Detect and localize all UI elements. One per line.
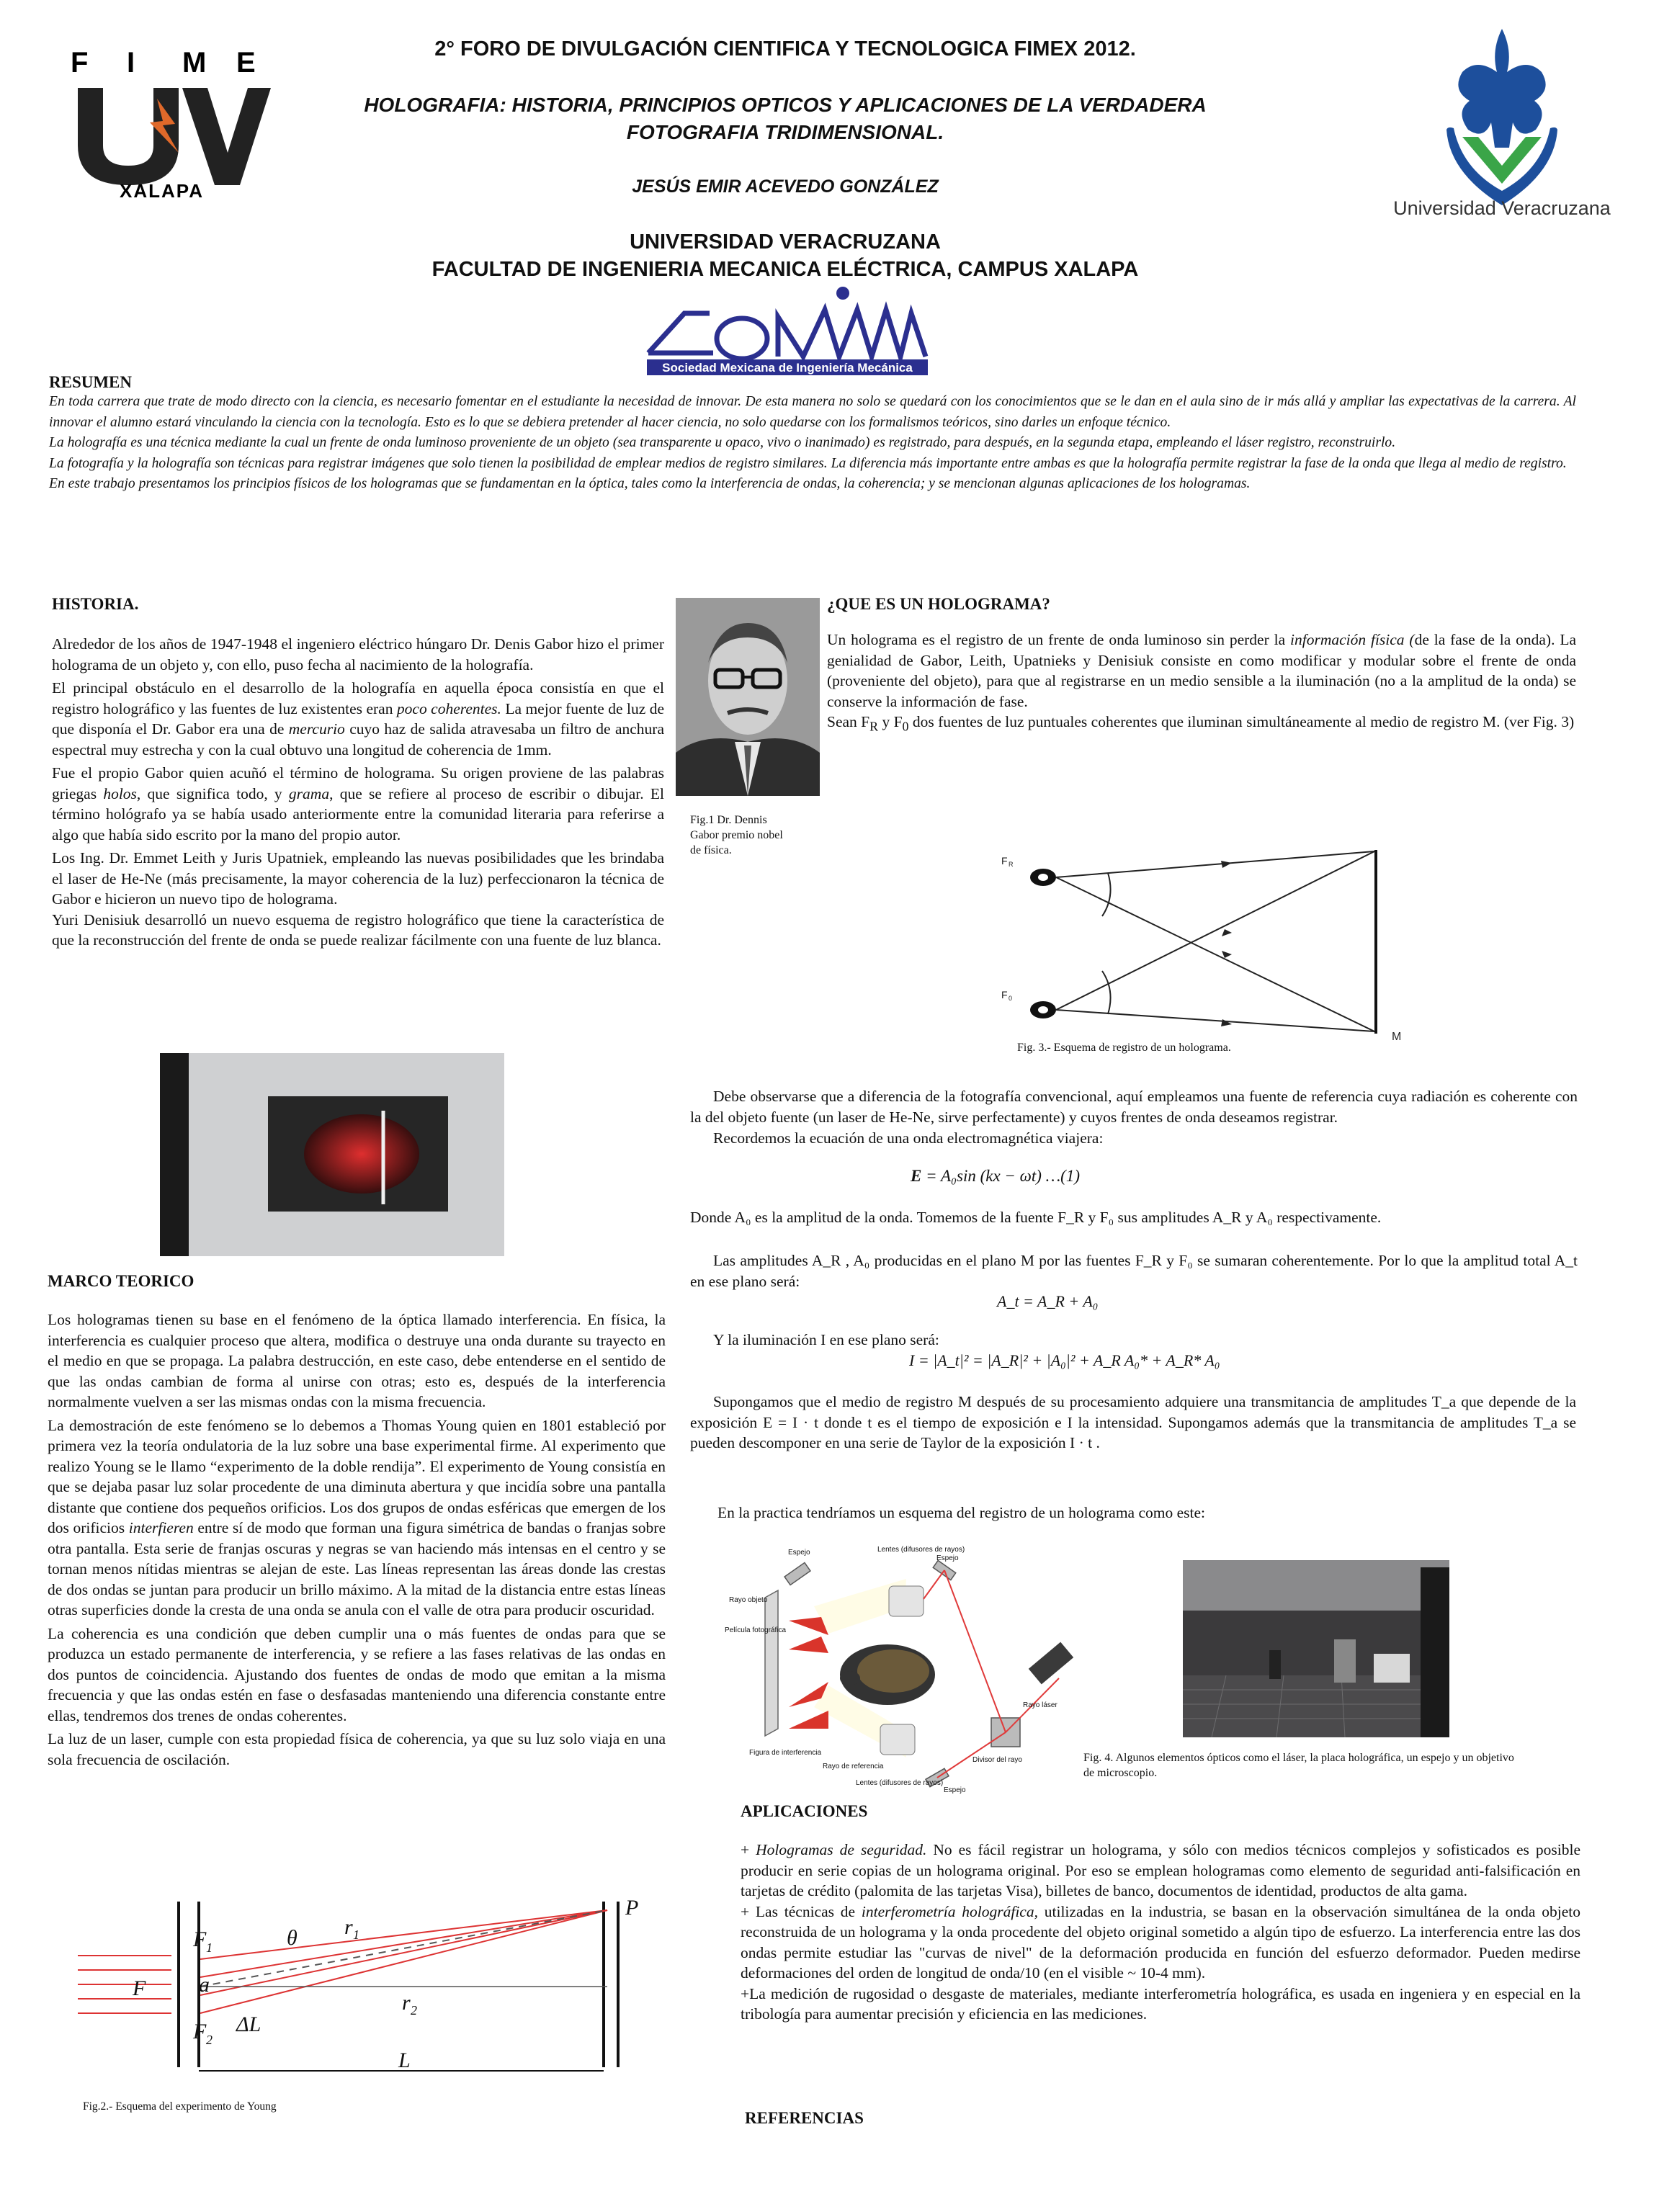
setup-label-lentes-2: Lentes (difusores de rayos): [856, 1779, 944, 1787]
historia-p5: Yuri Denisiuk desarrolló un nuevo esquema de registro holográfico que tiene la característica de que la reconstrucción del frente de onda se puede realizar fácilmente con una fuente de luz blanca.: [52, 910, 664, 949]
historia-p1: Alrededor de los años de 1947-1948 el ingeniero eléctrico húngaro Dr. Denis Gabor hizo el primer holograma de un objeto y, con ello, puso fecha al nacimiento de la holografía.: [52, 635, 664, 673]
setup-label-rayo-ref: Rayo de referencia: [823, 1763, 884, 1770]
historia-p3: Fue el propio Gabor quien acuñó el término de holograma. Su origen proviene de las palabras griegas holos, que significa todo, y grama, que se refiere al proceso de escribir o dibujar. El término hológrafo ya se había usado anteriormente entre la comunidad literaria para referirse a algo que había sido escrito por la mano del propio autor.: [52, 764, 664, 843]
marco-title: MARCO TEORICO: [48, 1272, 194, 1290]
setup-label-espejo-3: Espejo: [944, 1786, 966, 1794]
teoria-p4: Las amplitudes A_R , A₀ producidas en el plano M por las fuentes F_R y F₀ se sumaran coherentemente. Por lo que la amplitud total A_t en ese plano será:: [690, 1252, 1578, 1290]
hologram-photo: [160, 1053, 504, 1256]
setup-label-pelicula: Película fotográfica: [725, 1626, 787, 1634]
fig3-label-f0: F: [1001, 989, 1008, 1000]
fig3-label-fr: F: [1001, 855, 1008, 867]
marco-p4: La luz de un laser, cumple con esta propiedad física de coherencia, ya que su luz solo viaja en una sola frecuencia de oscilación.: [48, 1730, 666, 1768]
young-diagram: [71, 1887, 647, 2085]
teoria-p2: Recordemos la ecuación de una onda electromagnética viajera:: [713, 1129, 1104, 1147]
equation-2: A_t = A_R + A₀: [997, 1292, 1099, 1310]
fig1-caption: Fig.1 Dr. Dennis Gabor premio nobel de física.: [690, 814, 783, 856]
somim-text: Sociedad Mexicana de Ingeniería Mecánica: [662, 361, 913, 375]
teoria-p6: Supongamos que el medio de registro M después de su procesamiento adquiere una transmitancia de amplitudes T_a que depende de la exposición E = I · t donde t es el tiempo de exposición e I la intensidad. Supongamos además que la transmitancia de amplitudes T_a se pueden descomponer en una serie de Taylor de la exposición I · t .: [690, 1393, 1576, 1451]
equation-1: E = A₀sin (kx − ωt) …(1): [911, 1167, 1080, 1185]
setup-label-divisor: Divisor del rayo: [972, 1756, 1022, 1764]
equation-3: I = |A_t|² = |A_R|² + |A₀|² + A_R A₀* + A_R* A₀: [909, 1351, 1220, 1369]
fime-city: XALAPA: [120, 180, 204, 200]
historia-p4: Los Ing. Dr. Emmet Leith y Juris Upatniek, empleando las nuevas posibilidades que les brindaba el laser de He-Ne (más precisamente, la mayor coherencia de la luz) perfeccionaron la técnica de Gabor e hicieron un nuevo tipo de holograma.: [52, 849, 664, 908]
fig3-caption: Fig. 3.- Esquema de registro de un holograma.: [1017, 1042, 1231, 1054]
referencias-title: REFERENCIAS: [745, 2109, 864, 2127]
young-label-r1: r: [344, 1915, 353, 1939]
aplicaciones-section: [741, 1802, 1580, 2025]
resumen-section: [49, 373, 1576, 495]
forum-title: 2° FORO DE DIVULGACIÓN CIENTIFICA Y TECNOLOGICA FIMEX 2012.: [434, 37, 1136, 61]
young-label-r2: r: [402, 1991, 411, 2015]
marco-p3: La coherencia es una condición que deben cumplir una o más fuentes de ondas para que se produzca un estado permanente de interferencia, y se refiere a las fases relativas de las ondas en dos puntos de coincidencia. Ajustando dos fuentes de ondas de modo que emitan a la misma frecuencia y que las ondas estén en fase o desfasadas manteniendo una diferencia constante entre ellas, tendremos dos trenes de ondas coherentes.: [48, 1624, 666, 1724]
fig2-caption: Fig.2.- Esquema del experimento de Young: [83, 2100, 277, 2113]
marco-section: [48, 1272, 666, 1770]
historia-p2: El principal obstáculo en el desarrollo de la holografía en aquella época consistía en que el registro holográfico y las fuentes de luz existentes eran poco coherentes. La mejor fuente de luz de que disponía el Dr. Gabor era una de mercurio cuyo haz de salida atravesaba un filtro de anchura espectral muy estrecha y con la cual obtuvo una longitud de coherencia de 1mm.: [52, 679, 664, 758]
fime-letter-m: M: [182, 47, 207, 79]
resumen-p2: La holografía es una técnica mediante la cual un frente de onda luminoso proveniente de un objeto (sea transparente u opaco, vivo o inanimado) es registrado, para después, en la segunda etapa, empleando el láser registro, reconstruirlo.: [49, 435, 1396, 450]
setup-label-rayo-objeto: Rayo objeto: [729, 1596, 768, 1604]
somim-logo: [641, 285, 936, 378]
setup-label-lentes-1: Lentes (difusores de rayos): [877, 1546, 965, 1554]
young-label-f1: F: [193, 1927, 207, 1951]
holograma-section: [827, 595, 1576, 737]
fime-letter-f: F: [71, 47, 89, 79]
author: JESÚS EMIR ACEVEDO GONZÁLEZ: [632, 176, 939, 197]
teoria-p1: Debe observarse que a diferencia de la fotografía convencional, aquí empleamos una fuente de referencia cuya radiación es coherente con la del objeto fuente (un laser de He-Ne, sirve perfectamente) y cuyos frentes de onda deseamos registrar.: [690, 1088, 1578, 1126]
gabor-photo: [676, 598, 820, 796]
marco-p2: La demostración de este fenómeno se lo debemos a Thomas Young quien en 1801 estableció por primera vez la teoría ondulatoria de la luz sobre una base experimental firme. Al experimento que realizo Young se le llamo “experimento de la doble rendija”. El experimento de Young consistía en que se dejaba pasar luz solar procedente de una diminuta abertura y que incidía sobre una pantalla distante que contiene dos pequeños orificios. Los dos grupos de ondas esféricas que emergen de los dos orificios interfieren entre sí de modo que forman una figura simétrica de bandas o franjas sobre otra pantalla. Esta serie de franjas oscuras y negras se van haciendo más intensas en el centro y se tornan menos nítidas mientras se alejan de este. Las líneas representan las áreas donde las crestas de dos ondas se juntan para producir un brillo máximo. A la mitad de la distancia entre estas líneas otras superficies donde la cresta de una onda se anula con el valle de otra para producir oscuridad.: [48, 1416, 666, 1618]
young-label-p: P: [625, 1896, 639, 1920]
resumen-p4: En este trabajo presentamos los principios físicos de los hologramas que se fundamentan en la óptica, tales como la interferencia de ondas, la coherencia; y se mencionan algunas aplicaciones de los hologramas.: [49, 476, 1251, 491]
fig3-label-m: M: [1392, 1031, 1402, 1043]
fime-letter-e: E: [236, 47, 256, 79]
resumen-p1: En toda carrera que trate de modo directo con la ciencia, es necesario fomentar en el estudiante la necesidad de innovar. De esta manera no solo se quedará con los conocimientos que se le dan en el aula sino de ir más allá y ampliar las expectativas de la carrera. Al innovar el alumno estará vinculando la ciencia con la tecnología. Esto es lo que se debiera pretender al hacer ciencia, no solo quedarse con los formalismos teóricos, sino darles un enfoque técnico.: [49, 394, 1576, 430]
setup-label-espejo-2: Espejo: [936, 1554, 959, 1562]
fime-logo: [63, 37, 272, 200]
aplicaciones-p2: + Las técnicas de interferometría holográfica, utilizadas en la industria, se basan en la observación simultánea de la onda objeto reconstruida de un holograma y la onda procedente del objeto original sometido a algún tipo de esfuerzo. La interferencia entre las dos ondas permite estudiar las "curvas de nivel" de la deformación producida en función del esfuerzo deformador. Pueden medirse deformaciones del orden de longitud de onda/10 (en el visible ~ 10-4 mm).: [741, 1902, 1580, 1982]
aplicaciones-p1: + Hologramas de seguridad. No es fácil registrar un holograma, y sólo con medios técnicos complejos y sofisticados es posible producir en serie copias de un holograma original. Por eso se emplean hologramas como elemento de seguridad anti-falsificación en tarjetas de crédito (palomita de las tarjetas Visa), billetes de banco, documentos de identidad, productos de alta gama.: [741, 1841, 1580, 1899]
fig3-diagram: [987, 843, 1419, 1052]
young-label-a: a: [199, 1973, 210, 1997]
hologram-setup-diagram: [720, 1541, 1081, 1794]
young-label-r2-sub: 2: [411, 2003, 417, 2018]
young-label-f1-sub: 1: [206, 1940, 213, 1955]
poster-title-line2: FOTOGRAFIA TRIDIMENSIONAL.: [626, 121, 944, 143]
young-label-l: L: [398, 2048, 411, 2072]
marco-p1: Los hologramas tienen su base en el fenómeno de la óptica llamado interferencia. En física, la interferencia es cualquier proceso que altera, modifica o destruye una onda durante su trayecto en el medio en que se propaga. La palabra destrucción, en este caso, debe entenderse en el sentido de que las ondas cambian de forma al unirse con otras; esto es, después de la interferencia normalmente vuelven a ser las mismas ondas con la misma frecuencia.: [48, 1311, 666, 1410]
holograma-p2: Sean $F_R$ y $F_0$ dos fuentes de luz puntuales coherentes que iluminan simultáneamente al medio de registro M. (ver Fig. 3): [827, 713, 1575, 734]
young-label-r1-sub: 1: [353, 1927, 359, 1942]
lab-photo: [1183, 1560, 1449, 1737]
uv-name: Universidad Veracruzana: [1393, 197, 1611, 219]
setup-label-figura: Figura de interferencia: [749, 1749, 822, 1757]
setup-label-espejo-1: Espejo: [788, 1549, 810, 1557]
aplicaciones-p3: +La medición de rugosidad o desgaste de materiales, mediante interferometría holográfica, es usada en ingeniera y en especial en la tribología para aumentar precisión y eficiencia en las mediciones.: [741, 1984, 1580, 2023]
resumen-p3: La fotografía y la holografía son técnicas para registrar imágenes que solo tienen la posibilidad de emplear medios de registro similares. La diferencia más importante entre ambas es que la holografía permite registrar la fase de la onda que llega al medio de registro.: [49, 455, 1567, 471]
teoria-p5: Y la iluminación I en ese plano será:: [713, 1331, 939, 1348]
aplicaciones-title: APLICACIONES: [741, 1802, 868, 1820]
historia-title: HISTORIA.: [52, 595, 139, 613]
teoria-p3: Donde A₀ es la amplitud de la onda. Tomemos de la fuente F_R y F₀ sus amplitudes A_R y A₀ respectivamente.: [690, 1209, 1382, 1226]
young-label-dl: ΔL: [236, 2012, 261, 2036]
historia-section: [52, 595, 664, 951]
young-label-f2: F: [193, 2020, 207, 2043]
fig3-label-fr-sub: R: [1009, 861, 1014, 868]
holograma-p1: Un holograma es el registro de un frente de onda luminoso sin perder la información física (de la fase de la onda). La genialidad de Gabor, Leith, Upatnieks y Denisiuk consiste en como modificar y modular sobre el frente de onda (proveniente del objeto), para que al registrarse en un medio sensible a la iluminación (no a la amplitud de la onda) se conserve la información de fase.: [827, 631, 1577, 710]
fig3-label-f0-sub: 0: [1009, 995, 1013, 1002]
fime-letter-i: I: [127, 47, 135, 79]
fig4-caption: Fig. 4. Algunos elementos ópticos como el láser, la placa holográfica, un espejo y un objetivo de microscopio.: [1083, 1752, 1514, 1779]
young-label-theta: θ: [287, 1926, 298, 1950]
resumen-title: RESUMEN: [49, 373, 133, 391]
holograma-title: ¿QUE ES UN HOLOGRAMA?: [827, 595, 1050, 613]
faculty: FACULTAD DE INGENIERIA MECANICA ELÉCTRICA, CAMPUS XALAPA: [431, 258, 1139, 281]
university: UNIVERSIDAD VERACRUZANA: [630, 230, 941, 254]
young-label-f2-sub: 2: [206, 2033, 213, 2047]
uv-logo: [1383, 22, 1621, 223]
poster-title-line1: HOLOGRAFIA: HISTORIA, PRINCIPIOS OPTICOS Y APLICACIONES DE LA VERDADERA: [364, 94, 1207, 116]
setup-label-laser: Rayo láser: [1023, 1701, 1057, 1709]
young-label-f: F: [133, 1976, 146, 2000]
teoria-p7: En la practica tendríamos un esquema del registro de un holograma como este:: [717, 1504, 1206, 1521]
